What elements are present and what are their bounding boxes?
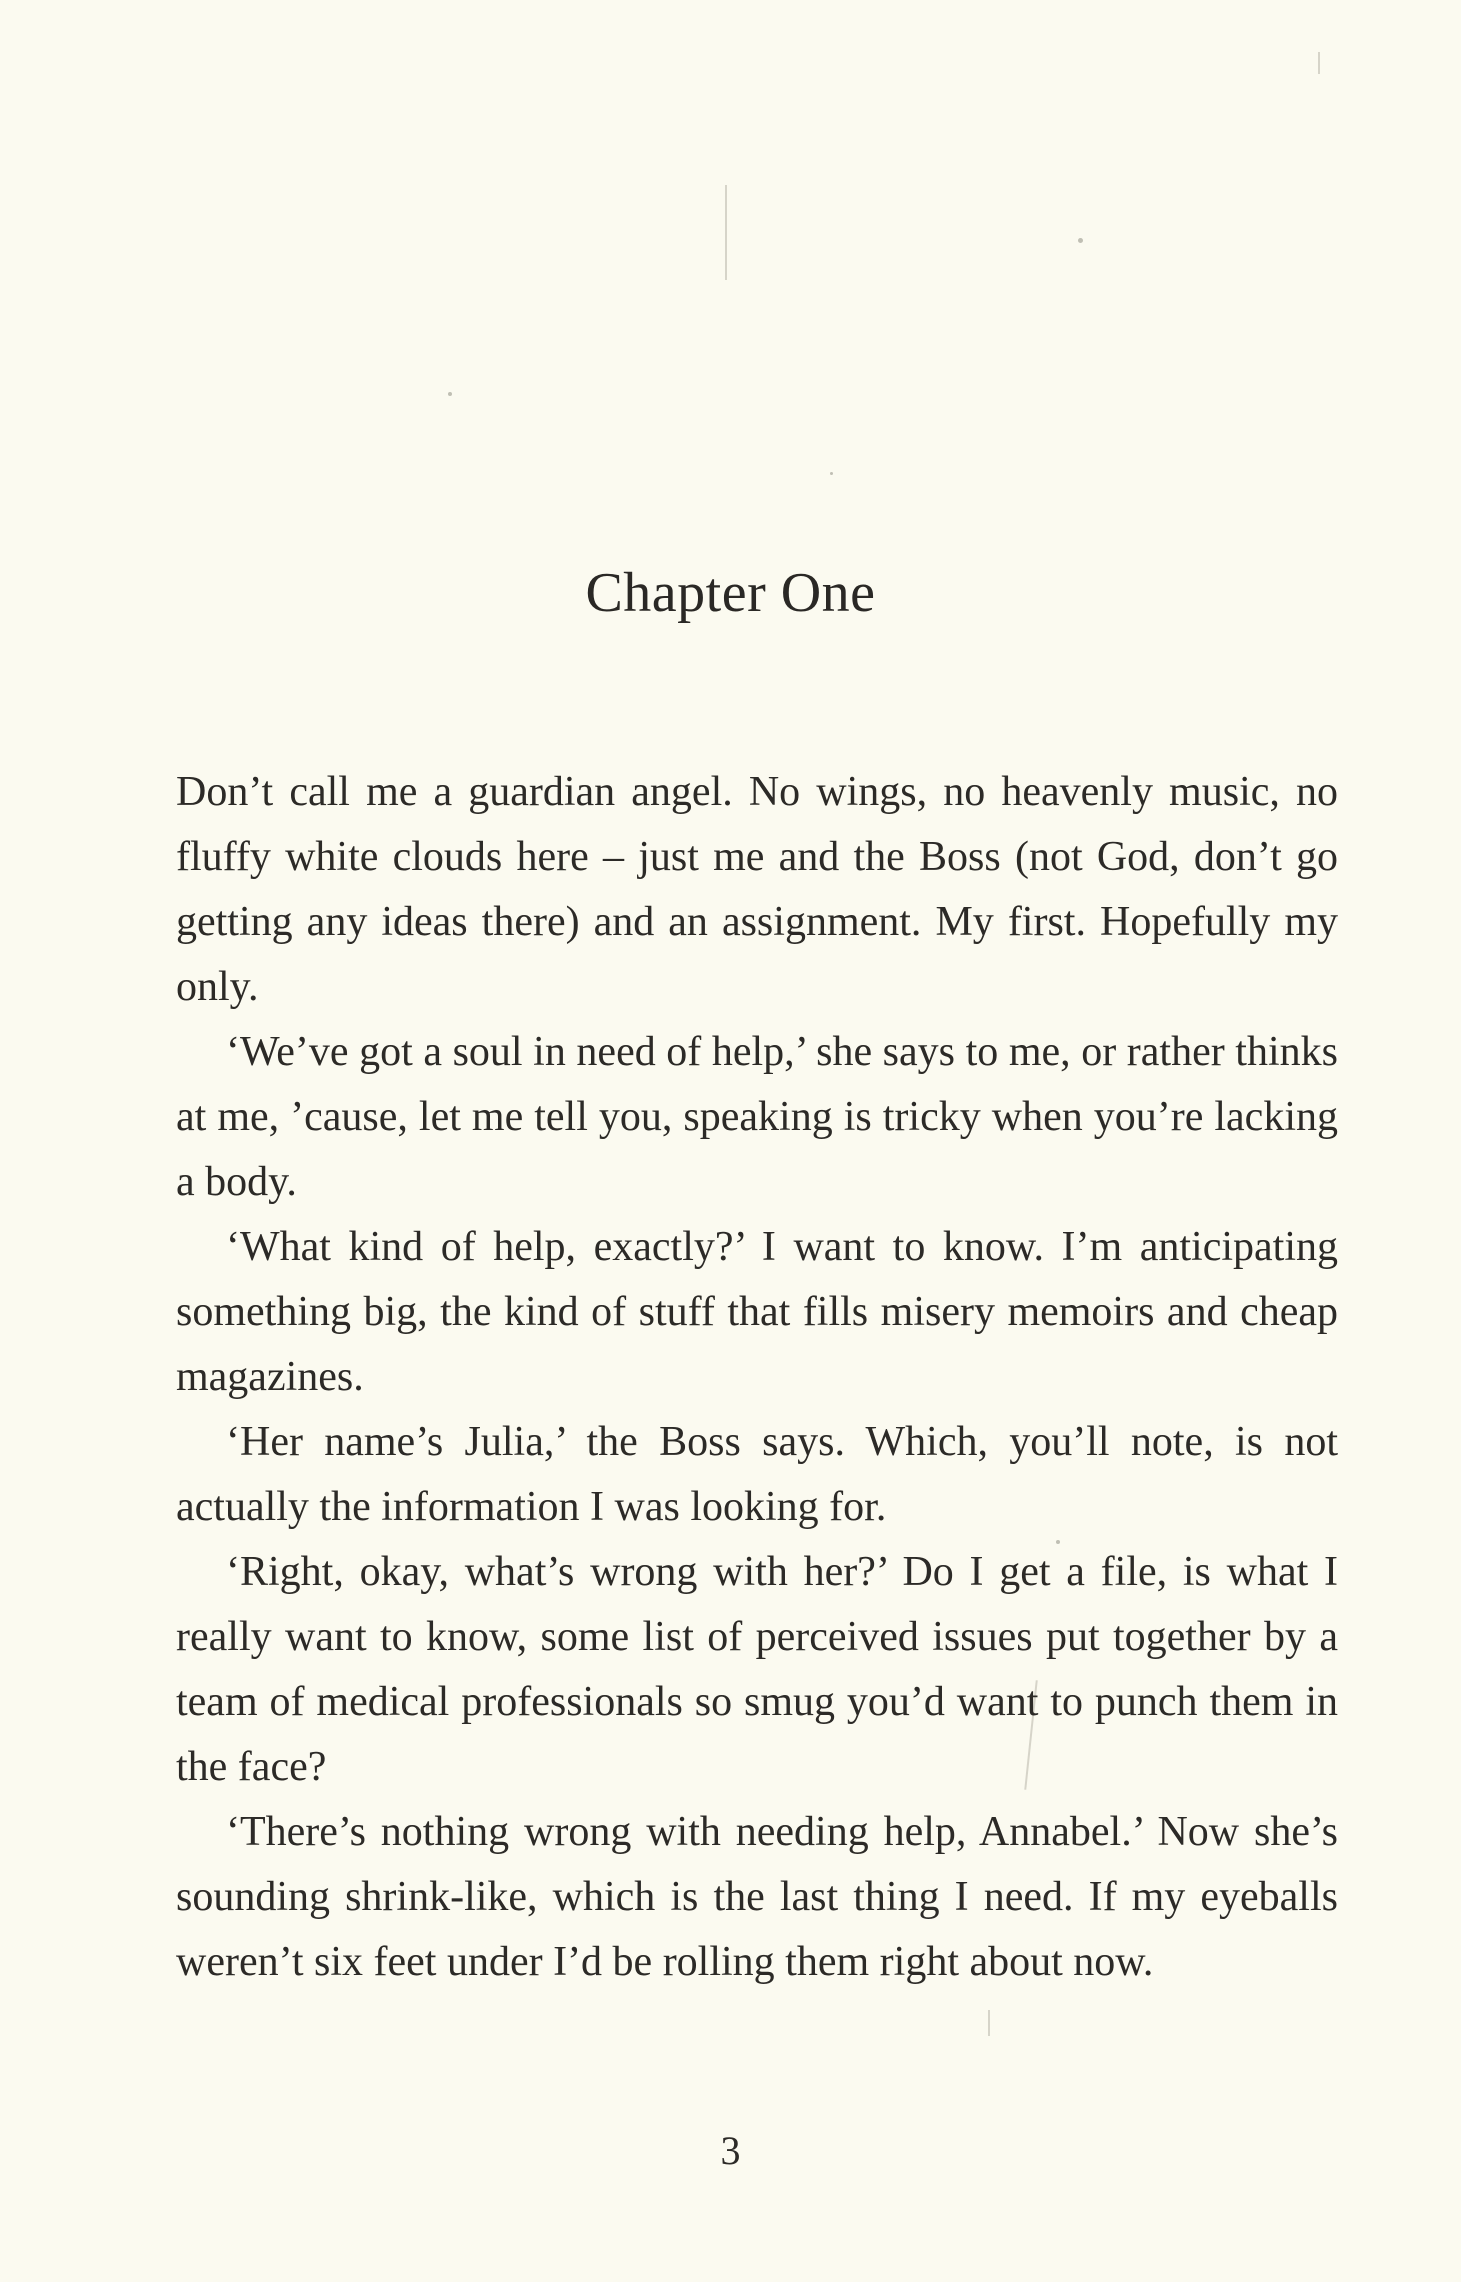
scan-scratch [725,185,727,280]
paragraph: ‘Her name’s Julia,’ the Boss says. Which, you’ll note, is not actually the information I was looking for. [176,1419,1338,1530]
scan-speck [830,472,833,475]
scan-scratch [1318,52,1320,74]
chapter-body [176,760,1338,1995]
paragraph: ‘Right, okay, what’s wrong with her?’ Do I get a file, is what I really want to know, some list of perceived issues put together by a team of medical professionals so smug you’d want to punch them in the face? [176,1549,1338,1790]
chapter-title: Chapter One [585,562,876,624]
paragraph: ‘What kind of help, exactly?’ I want to know. I’m anticipating something big, the kind of stuff that fills misery memoirs and cheap magazines. [176,1224,1338,1400]
scan-speck [1078,238,1083,243]
paragraph: ‘There’s nothing wrong with needing help, Annabel.’ Now she’s sounding shrink-like, which is the last thing I need. If my eyeballs weren’t six feet under I’d be rolling them right about now. [176,1809,1338,1985]
scan-scratch [988,2010,990,2036]
paragraph: Don’t call me a guardian angel. No wings, no heavenly music, no fluffy white clouds here – just me and the Boss (not God, don’t go getting any ideas there) and an assignment. My first. Hopefully my only. [176,769,1338,1010]
scan-speck [448,392,452,396]
page-number: 3 [720,2128,741,2173]
paragraph: ‘We’ve got a soul in need of help,’ she says to me, or rather thinks at me, ’cause, let me tell you, speaking is tricky when you’re lacking a body. [176,1029,1338,1205]
